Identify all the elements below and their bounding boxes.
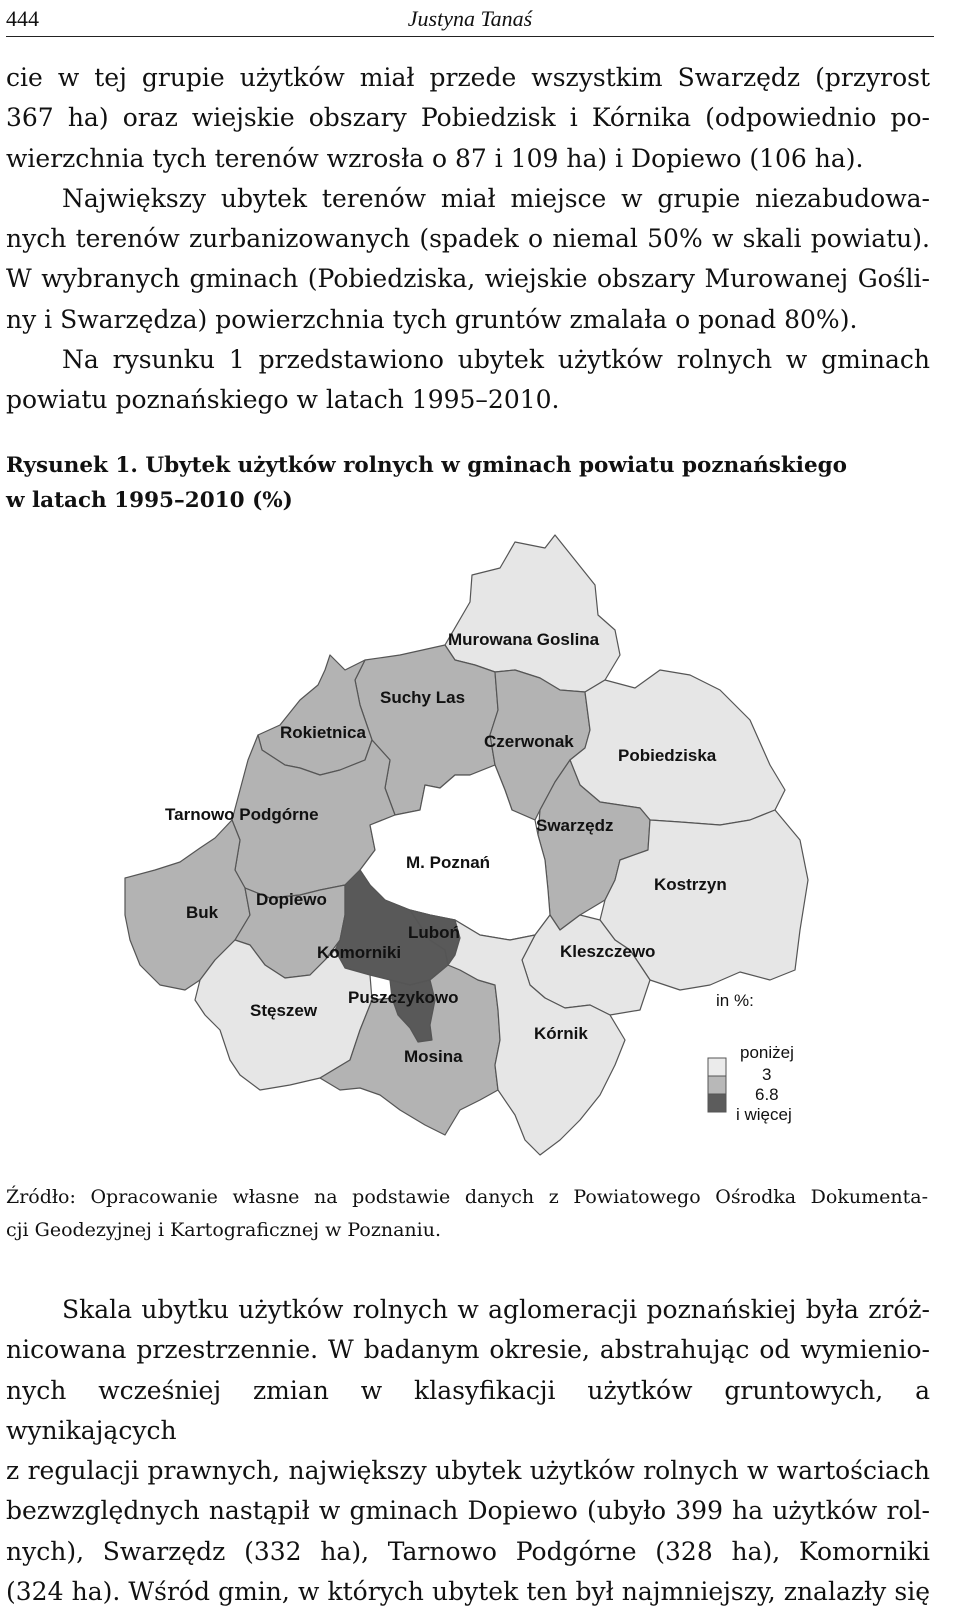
legend-swatch-light — [708, 1058, 726, 1076]
map-label-mosina: Mosina — [404, 1047, 463, 1066]
map-label-lubon: Luboń — [408, 923, 460, 942]
paragraph-line: (324 ha). Wśród gmin, w których ubytek ten był najmniejszy, znalazły się — [6, 1577, 930, 1607]
map-label-dopiewo: Dopiewo — [256, 890, 327, 909]
legend-swatch-medium — [708, 1076, 726, 1094]
figure-source — [6, 1181, 928, 1247]
map-label-czerwonak: Czerwonak — [484, 732, 574, 751]
map-label-buk: Buk — [186, 903, 219, 922]
paragraph-line: z regulacji prawnych, największy ubytek użytków rolnych w wartościach — [6, 1456, 930, 1486]
map-label-murowana-goslina: Murowana Goslina — [448, 630, 600, 649]
map-label-steszew: Stęszew — [250, 1001, 318, 1020]
map-label-kornik: Kórnik — [534, 1024, 588, 1043]
legend-label: 6.8 — [755, 1085, 779, 1104]
map-label-rokietnica: Rokietnica — [280, 723, 366, 742]
paragraph-line: Największy ubytek terenów miał miejsce w grupie niezabudowa- — [62, 183, 930, 213]
map-label-komorniki: Komorniki — [317, 943, 402, 962]
legend-label: i więcej — [736, 1105, 792, 1124]
region-rokietnica — [258, 655, 372, 775]
figure-caption-line: w latach 1995–2010 (%) — [6, 488, 293, 513]
figure-caption — [6, 448, 847, 518]
paragraph-line: cie w tej grupie użytków miał przede wszystkim Swarzędz (przyrost — [6, 63, 930, 92]
map-label-pobiedziska: Pobiedziska — [618, 746, 717, 765]
legend-swatch-dark — [708, 1094, 726, 1112]
paragraph-line: Skala ubytku użytków rolnych w aglomeracji poznańskiej była zróż- — [62, 1295, 930, 1324]
paragraph-line: bezwzględnych nastąpił w gminach Dopiewo (ubyło 399 ha użytków rol- — [6, 1496, 930, 1526]
legend-label: 3 — [762, 1065, 772, 1084]
paragraph-line: 367 ha) oraz wiejskie obszary Pobiedzisk i Kórnika (odpowiednio po- — [6, 103, 930, 133]
page-number: 444 — [6, 6, 39, 31]
map-legend — [708, 991, 794, 1124]
paragraph-line: Na rysunku 1 przedstawiono ubytek użytków rolnych w gminach — [62, 345, 930, 375]
paragraph-line: nicowana przestrzennie. W badanym okresie, abstrahując od wymienio- — [6, 1335, 930, 1365]
legend-label: poniżej — [740, 1043, 794, 1062]
map-label-kostrzyn: Kostrzyn — [654, 875, 727, 894]
running-header-author: Justyna Tanaś — [407, 6, 533, 31]
map-label-swarzedz: Swarzędz — [536, 816, 614, 835]
paragraph-bottom — [6, 1290, 930, 1612]
paragraph-line: ny i Swarzędza) powierzchnia tych gruntów zmalała o ponad 80%). — [6, 304, 858, 334]
paragraph-top — [6, 58, 930, 421]
map-label-tarnowo-podgorne: Tarnowo Podgórne — [165, 805, 319, 824]
source-line: cji Geodezyjnej i Kartograficznej w Poznaniu. — [6, 1219, 441, 1241]
paragraph-line: nych), Swarzędz (332 ha), Tarnowo Podgórne (328 ha), Komorniki — [6, 1536, 930, 1566]
paragraph-line: powiatu poznańskiego w latach 1995–2010. — [6, 385, 560, 415]
map-label-m-poznan: M. Poznań — [406, 853, 491, 872]
paragraph-line: nych terenów zurbanizowanych (spadek o niemal 50% w skali powiatu). — [6, 224, 930, 254]
map-label-kleszczewo: Kleszczewo — [560, 942, 656, 961]
choropleth-map — [0, 520, 960, 1170]
running-header — [6, 2, 934, 37]
paragraph-line: wierzchnia tych terenów wzrosła o 87 i 109 ha) i Dopiewo (106 ha). — [6, 143, 864, 173]
source-line: Źródło: Opracowanie własne na podstawie danych z Powiatowego Ośrodka Dokumenta- — [6, 1186, 928, 1208]
map-label-puszczykowo: Puszczykowo — [348, 988, 459, 1007]
paragraph-line: W wybranych gminach (Pobiedziska, wiejskie obszary Murowanej Gośli- — [6, 264, 930, 294]
paragraph-line: nych wcześniej zmian w klasyfikacji użytków gruntowych, a wynikających — [6, 1375, 930, 1445]
map-label-suchy-las: Suchy Las — [380, 688, 466, 707]
figure-caption-line: Rysunek 1. Ubytek użytków rolnych w gminach powiatu poznańskiego — [6, 453, 848, 478]
legend-title: in %: — [716, 991, 754, 1010]
